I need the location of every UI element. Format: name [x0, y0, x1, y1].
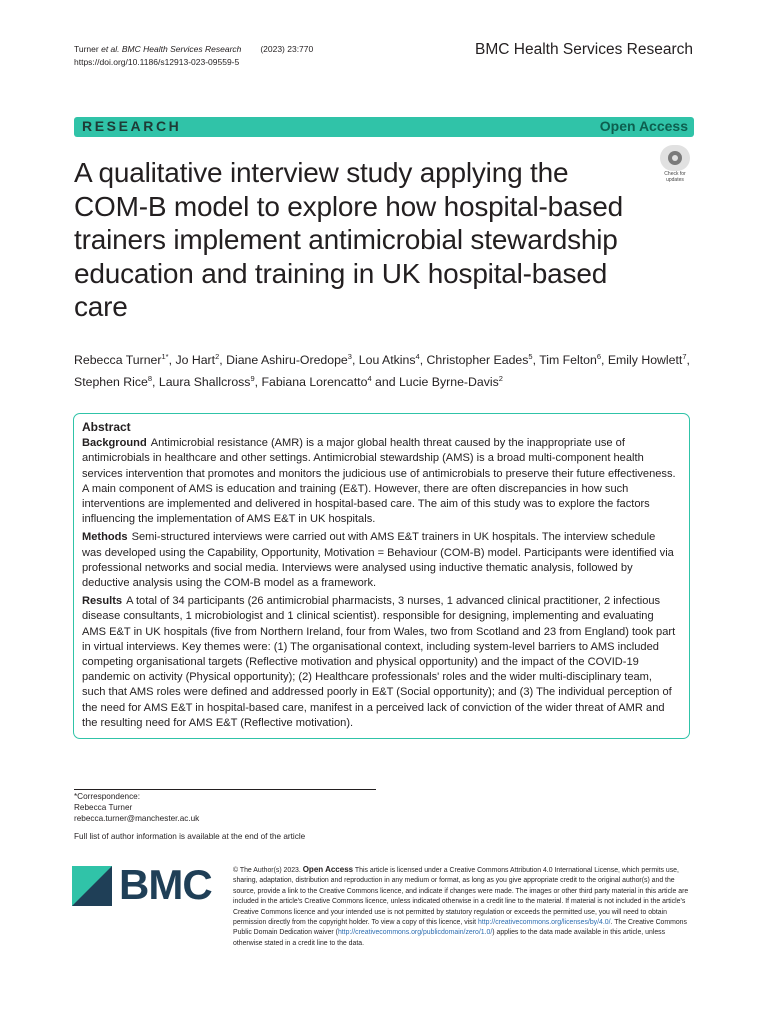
author-name: Jo Hart: [175, 353, 216, 368]
citation-year-volume: (2023) 23:770: [260, 44, 314, 54]
results-text: A total of 34 participants (26 antimicrobial pharmacists, 3 nurses, 1 advanced clinical practitioner, 2 infectious disease consultants, 1 microbiologist and 1 clinical scientist). responsible for designing, implementing and evaluating AMS E&T in UK hospitals (five from Northern Ireland, four from Wales, two from Scotland and 23 from England) took part in virtual interviews. Key themes were: (1) The organisational context, including system-level barriers to AMS included competing organisational targets (Reflective motivation and physical opportunity) and the impact of the COVID-19 pandemic on activity (Physical opportunity); (2) Healthcare professionals' roles and the wider multi-disciplinary team, such that AMS roles were defined and addressed poorly in E&T (Social opportunity); and (3) The individual perception of the need for AMS E&T in hospital-based care, manifest in a perceived lack of conviction of the wider threat of AMR and the resulting need for AMS E&T (Reflective motivation).: [82, 595, 676, 729]
correspondence-name: Rebecca Turner: [74, 803, 133, 812]
correspondence-email[interactable]: rebecca.turner@manchester.ac.uk: [74, 814, 200, 823]
correspondence: [74, 791, 199, 824]
copyright-text: © The Author(s) 2023.: [233, 867, 301, 874]
check-updates-line1: Check for: [664, 171, 686, 177]
bmc-logo: [72, 861, 214, 908]
author-name: Lucie Byrne-Davis: [398, 374, 499, 389]
abstract-box: [73, 413, 690, 739]
citation-author: Turner: [74, 44, 102, 54]
results-label: Results: [82, 595, 123, 608]
author-affiliation: 2: [498, 373, 503, 383]
author-name: Stephen Rice: [74, 374, 148, 389]
license-link-by[interactable]: http://creativecommons.org/licenses/by/4.0/: [477, 919, 611, 927]
methods-label: Methods: [82, 531, 128, 544]
check-updates-icon: [660, 145, 690, 171]
background-text: Antimicrobial resistance (AMR) is a major global health threat caused by the inappropriate use of antimicrobials in healthcare and other settings. Antimicrobial stewardship (AMS) is a broad multi-component health services intervention that promotes and monitors the judicious use of antimicrobials to preserve their future effectiveness. A main component of AMS is education and training (E&T). However, there are often discrepancies in how such interventions are implemented and delivered in hospital-based care. The aim of this study was to explore the factors influencing the implementation of AMS E&T in UK hospitals.: [82, 437, 676, 526]
citation-header: [74, 43, 313, 69]
open-access-label: Open Access: [599, 118, 688, 134]
author-affiliation: 9: [250, 373, 255, 383]
abstract-results: [82, 594, 677, 731]
abstract-methods: [82, 530, 677, 591]
author-affiliation: 4: [415, 352, 420, 361]
author-affiliation: 5: [528, 352, 533, 361]
citation-line: [74, 43, 313, 56]
author-name: Christopher Eades: [426, 353, 529, 368]
check-updates-label: [656, 172, 694, 183]
license-text-2: . The Creative Commons Public Domain Dedication waiver (: [233, 919, 687, 937]
footnote-divider: [74, 789, 376, 790]
author-name: Tim Felton: [539, 353, 597, 368]
author-name: Rebecca Turner: [74, 353, 162, 368]
bmc-logo-text: BMC: [119, 861, 212, 908]
license-text-3: ) applies to the data made available in this article, unless otherwise stated in a credit line to the data.: [233, 929, 666, 947]
citation-journal: et al. BMC Health Services Research: [101, 44, 242, 54]
journal-name: BMC Health Services Research: [475, 41, 693, 58]
author-affiliation: 3: [347, 352, 352, 361]
author-list: Rebecca Turner$^{1*}$, Jo Hart$^2$, Diane Ashiru-Oredope$^3$, Lou Atkins$^4$, Christopher Eades$^5$, Tim Felton$^6$, Emily Howlett$^7$, Stephen Rice$^8$, Laura Shallcross$^9$, Fabiana Lorencatto$^4$ and Lucie Byrne-Davis$^2$: [74, 352, 690, 389]
author-affiliation: 1*: [161, 352, 169, 361]
author-affiliation: 6: [596, 352, 601, 361]
article-type-label: RESEARCH: [82, 118, 182, 134]
author-info-note: Full list of author information is available at the end of the article: [74, 832, 306, 841]
license-statement: [233, 865, 695, 949]
author-affiliation: 4: [367, 373, 372, 383]
methods-text: Semi-structured interviews were carried out with AMS E&T trainers in UK hospitals. The interview schedule was developed using the Capability, Opportunity, Motivation = Behaviour (COM-B) model. Participants were identified via professional networks and social media. Interviews were analysed using inductive thematic analysis, followed by deductive analysis using the COM-B model as a framework.: [82, 531, 674, 590]
author-affiliation: 2: [215, 352, 220, 361]
check-for-updates-button[interactable]: [656, 145, 694, 183]
open-access-text: Open Access: [302, 865, 354, 874]
author-affiliation: 7: [682, 352, 687, 361]
license-link-zero[interactable]: http://creativecommons.org/publicdomain/zero/1.0/: [337, 929, 493, 937]
author-name: Diane Ashiru-Oredope: [226, 353, 348, 368]
background-label: Background: [82, 437, 147, 450]
author-name: Fabiana Lorencatto: [261, 374, 368, 389]
correspondence-label: *Correspondence:: [74, 792, 140, 801]
abstract-heading: Abstract: [82, 420, 131, 434]
doi-link[interactable]: https://doi.org/10.1186/s12913-023-09559-5: [74, 57, 240, 67]
license-text-1: This article is licensed under a Creative Commons Attribution 4.0 International License, which permits use, sharing, adaptation, distribution and reproduction in any medium or format, as long as you give appropriate credit to the original author(s) and the source, provide a link to the Creative Commons licence, and indicate if changes were made. The images or other third party material in this article are included in the article's Creative Commons licence, unless indicated otherwise in a credit line to the material. If material is not included in the article's Creative Commons licence and your intended use is not permitted by statutory regulation or exceeds the permitted use, you will need to obtain permission directly from the copyright holder. To view a copy of this licence, visit: [233, 867, 689, 927]
article-title: A qualitative interview study applying the COM-B model to explore how hospital-based trainers implement antimicrobial stewardship education and training in UK hospital-based care: [74, 157, 623, 322]
author-name: Emily Howlett: [607, 353, 683, 368]
author-name: Lou Atkins: [358, 353, 416, 368]
author-name: Laura Shallcross: [158, 374, 251, 389]
author-affiliation: 8: [147, 373, 153, 383]
bmc-mark-icon: [72, 866, 112, 906]
abstract-background: [82, 436, 677, 527]
check-updates-line2: updates: [666, 176, 684, 183]
article-type-banner: [74, 117, 694, 137]
